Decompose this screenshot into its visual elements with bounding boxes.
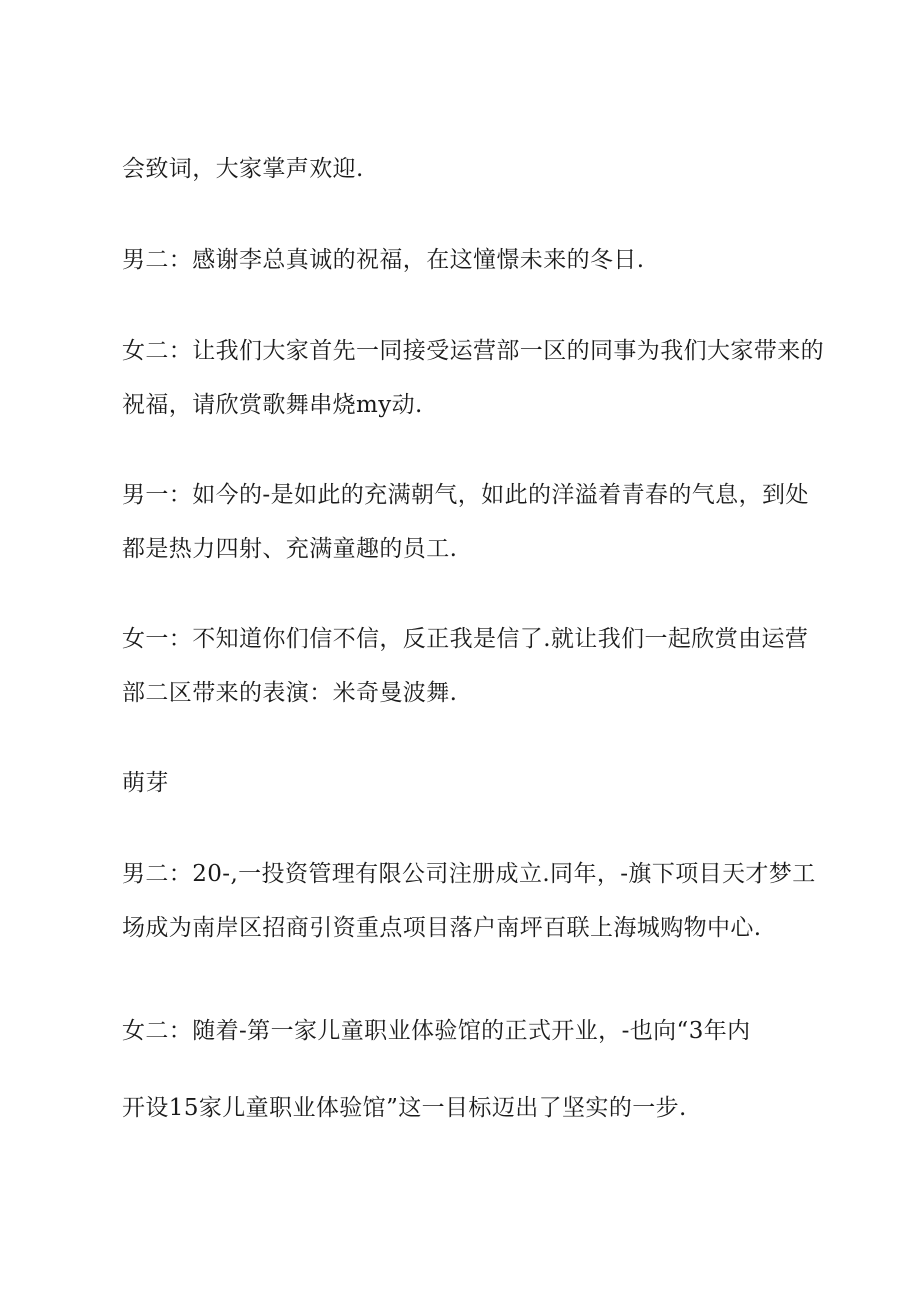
text-line-male1-speech: 男一：如今的-是如此的充满朝气，如此的洋溢着青春的气息，到处 bbox=[122, 482, 809, 508]
text-line-female2-intro: 女二：让我们大家首先一同接受运营部一区的同事为我们大家带来的 bbox=[122, 338, 824, 364]
text-line-male2-thanks: 男二：感谢李总真诚的祝福，在这憧憬未来的冬日. bbox=[122, 247, 645, 273]
text-line-closing-speech-intro: 会致词，大家掌声欢迎. bbox=[122, 156, 364, 182]
text-line-male2-history: 男二：20-,一投资管理有限公司注册成立.同年，-旗下项目天才梦工 bbox=[122, 861, 816, 887]
text-line-female2-intro-cont: 祝福，请欣赏歌舞串烧my动. bbox=[122, 392, 423, 418]
section-heading: 萌芽 bbox=[122, 770, 169, 796]
text-line-male2-history-cont: 场成为南岸区招商引资重点项目落户南坪百联上海城购物中心. bbox=[122, 915, 762, 941]
text-line-female2-milestone: 女二：随着-第一家儿童职业体验馆的正式开业，-也向“3年内 bbox=[122, 1018, 751, 1044]
text-line-male1-speech-cont: 都是热力四射、充满童趣的员工. bbox=[122, 536, 458, 562]
text-line-female1-speech: 女一：不知道你们信不信，反正我是信了.就让我们一起欣赏由运营 bbox=[122, 626, 809, 652]
text-line-female2-milestone-cont: 开设15家儿童职业体验馆”这一目标迈出了坚实的一步. bbox=[122, 1095, 687, 1121]
text-line-female1-speech-cont: 部二区带来的表演：米奇曼波舞. bbox=[122, 680, 458, 706]
